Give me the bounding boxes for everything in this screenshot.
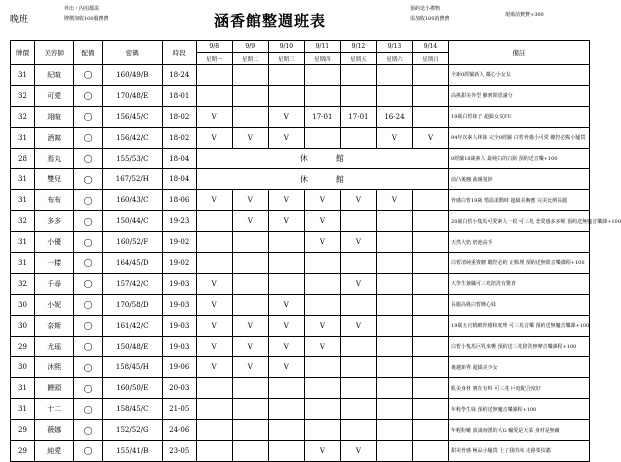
vital-cell: 158/45/H [102,357,162,378]
table-row [11,232,590,253]
closed-cell: 休 館 [196,169,448,190]
price-cell: 31 [11,378,35,399]
day-cell [376,273,412,294]
day-cell [412,315,448,336]
day-cell: V [232,315,268,336]
note-cell: 骨感白皙19歲 惜温柔動時 超緝美胸蜜 完美比例長腿 [449,190,590,211]
day-cell [340,127,376,148]
day-cell [268,273,304,294]
name-cell: 翊暄 [35,106,74,127]
day-cell [196,253,232,274]
option-cell: ◯ [74,420,102,441]
day-cell [340,85,376,106]
note-cell: 天然大奶 奶池高手 [449,232,590,253]
vital-cell: 170/58/D [102,294,162,315]
table-row [11,148,590,169]
day-cell: V [232,211,268,232]
vital-cell: 155/53/C [102,148,162,169]
name-cell: 布布 [35,190,74,211]
day-cell [412,253,448,274]
day-cell [196,420,232,441]
price-cell: 29 [11,441,35,462]
table-row [11,357,590,378]
col-header-price: 牌價 [11,41,35,65]
price-cell: 31 [11,232,35,253]
vital-cell: 160/43/C [102,190,162,211]
day-cell [340,399,376,420]
col-header-weekday: 星期一 [196,53,232,65]
vital-cell: 160/49/B [102,65,162,86]
day-cell [268,232,304,253]
day-cell: V [304,211,340,232]
time-cell: 19-23 [162,211,196,232]
price-cell: 31 [11,190,35,211]
price-cell: 29 [11,420,35,441]
day-cell [196,85,232,106]
day-cell [412,85,448,106]
price-cell: 31 [11,253,35,274]
day-cell [412,420,448,441]
day-cell: V [268,127,304,148]
option-cell: ◯ [74,294,102,315]
day-cell: V [232,190,268,211]
day-cell [196,211,232,232]
day-cell [232,106,268,127]
day-cell [268,65,304,86]
note-cell: 19歲白皙妹子 超緝女友FU [449,106,590,127]
day-cell [376,399,412,420]
day-cell: V [268,294,304,315]
day-cell [232,85,268,106]
price-cell: 31 [11,169,35,190]
col-header-vital: 密碼 [102,41,162,65]
day-cell [376,441,412,462]
note-cell: 年輕粉嫩 波濤洶湧的大G 輸愛是天菜 身材是無敵 [449,420,590,441]
day-cell: V [412,127,448,148]
day-cell [340,420,376,441]
day-cell: V [340,232,376,253]
time-cell: 18-04 [162,169,196,190]
price-cell: 32 [11,211,35,232]
option-cell: ◯ [74,441,102,462]
name-cell: 可愛 [35,85,74,106]
name-cell: 多多 [35,211,74,232]
day-cell: 17-01 [340,106,376,127]
day-cell: V [376,190,412,211]
vital-cell: 150/48/E [102,336,162,357]
note-cell: 0經驗18歲素人 最純白的白瓶 預約送音樂+100 [449,148,590,169]
time-cell: 19-02 [162,232,196,253]
time-cell: 24-06 [162,420,196,441]
col-header-weekday: 星期二 [232,53,268,65]
note-cell: 長腿高佻白皙睡心妹 [449,294,590,315]
day-cell [340,378,376,399]
day-cell [232,253,268,274]
day-cell [232,65,268,86]
name-cell: 小妮 [35,294,74,315]
price-cell: 29 [11,336,35,357]
day-cell [412,65,448,86]
day-cell: V [268,211,304,232]
option-cell: ◯ [74,273,102,294]
day-cell [304,294,340,315]
day-cell [376,211,412,232]
table-row [11,169,590,190]
header-note-right-1: 預約送小禮物 [410,6,441,12]
day-cell [304,127,340,148]
day-cell [412,211,448,232]
day-cell: V [340,273,376,294]
time-cell: 18-02 [162,106,196,127]
name-cell: 紀暄 [35,65,74,86]
col-header-date: 9/12 [340,41,376,53]
vital-cell: 157/42/C [102,273,162,294]
note-cell: 19歲五官精緻骨感和度理 可三兆音樂 預約送無魔音樂課+100 [449,315,590,336]
day-cell: V [232,336,268,357]
vital-cell: 160/52/F [102,232,162,253]
option-cell: ◯ [74,399,102,420]
day-cell: V [268,336,304,357]
day-cell: V [196,294,232,315]
time-cell: 18-01 [162,85,196,106]
day-cell [376,232,412,253]
option-cell: ◯ [74,378,102,399]
day-cell: V [304,232,340,253]
day-cell: V [304,441,340,462]
closed-cell: 休 館 [196,148,448,169]
col-header-date: 9/10 [268,41,304,53]
note-cell: 甜美骨感 極品小騷貨 上了我的床 走路要扶牆 [449,441,590,462]
time-cell: 20-03 [162,378,196,399]
day-cell [340,65,376,86]
day-cell [232,378,268,399]
time-cell: 19-03 [162,336,196,357]
day-cell [268,378,304,399]
note-cell: 白皙小隻馬巨乳來襲 預約送三兆陪洗無摩音樂課程+100 [449,336,590,357]
day-cell: V [304,315,340,336]
day-cell [376,378,412,399]
col-header-weekday: 星期六 [376,53,412,65]
day-cell: V [340,190,376,211]
col-header-date: 9/9 [232,41,268,53]
name-cell: 奈斯 [35,315,74,336]
price-cell: 31 [11,127,35,148]
day-cell: V [268,106,304,127]
vital-cell: 160/50/E [102,378,162,399]
vital-cell: 164/45/D [102,253,162,274]
name-cell: 小優 [35,232,74,253]
note-cell: 94年次素人林妹 完全0經驗 白皙骨感小可愛 聽控必點小騷貨 [449,127,590,148]
note-cell: 大學生兼職可三兆陪洗有驚喜 [449,273,590,294]
day-cell [232,232,268,253]
note-cell: 裏越新秀 超緝美少女 [449,357,590,378]
vital-cell: 170/48/E [102,85,162,106]
note-cell: 年輕學生妹 預約送無魔音樂課程+100 [449,399,590,420]
price-cell: 32 [11,273,35,294]
day-cell: V [268,315,304,336]
table-row [11,399,590,420]
day-cell [412,273,448,294]
schedule-body [11,65,621,462]
day-cell [268,253,304,274]
day-cell [376,85,412,106]
day-cell [304,65,340,86]
col-header-weekday: 星期日 [412,53,448,65]
table-row [11,336,590,357]
day-cell: V [196,273,232,294]
day-cell [376,357,412,378]
header-note-left-2: 牌價加收100服務費 [64,16,109,22]
table-row [11,65,590,86]
table-row [11,253,590,274]
note-cell: 20歲白皙小隻馬可愛素人一枚 可三兆 悲愛感多多喔 預約送無魔音樂課+100 [449,211,590,232]
option-cell: ◯ [74,336,102,357]
option-cell: ◯ [74,169,102,190]
vital-cell: 152/52/G [102,420,162,441]
day-cell [196,232,232,253]
col-header-date: 9/8 [196,41,232,53]
note-cell: 高挑甜美外型 雖實問恩滿分 [449,85,590,106]
name-cell: 千尋 [35,273,74,294]
day-cell [232,441,268,462]
col-header-date: 9/14 [412,41,448,53]
time-cell: 19-03 [162,294,196,315]
day-cell [412,378,448,399]
name-cell: 饅頭 [35,378,74,399]
day-cell: V [376,127,412,148]
col-header-option: 配備 [74,41,102,65]
col-header-weekday: 星期五 [340,53,376,65]
day-cell [268,420,304,441]
day-cell [340,357,376,378]
name-cell: 雙兒 [35,169,74,190]
day-cell [232,420,268,441]
col-header-date: 9/11 [304,41,340,53]
day-cell [304,85,340,106]
day-cell: V [196,357,232,378]
option-cell: ◯ [74,357,102,378]
day-cell [232,399,268,420]
day-cell: V [196,315,232,336]
day-cell [304,357,340,378]
day-cell [412,106,448,127]
day-cell [412,357,448,378]
day-cell [304,253,340,274]
day-cell [412,441,448,462]
day-cell [268,441,304,462]
table-row [11,315,590,336]
day-cell [376,315,412,336]
vital-cell: 155/41/B [102,441,162,462]
name-cell: 酒窩 [35,127,74,148]
table-row [11,85,590,106]
option-cell: ◯ [74,148,102,169]
day-cell [196,399,232,420]
table-row [11,378,590,399]
price-cell: 32 [11,85,35,106]
col-header-notes: 備註 [449,41,590,65]
name-cell: 純愛 [35,441,74,462]
day-cell [376,65,412,86]
time-cell: 23-05 [162,441,196,462]
day-cell: V [196,127,232,148]
table-row [11,273,590,294]
time-cell: 18-04 [162,148,196,169]
name-cell: 沐熙 [35,357,74,378]
vital-cell: 167/52/H [102,169,162,190]
day-cell [340,211,376,232]
time-cell: 21-05 [162,399,196,420]
table-row [11,190,590,211]
table-row [11,420,590,441]
price-cell: 28 [11,148,35,169]
schedule-table [10,40,621,462]
day-cell [196,65,232,86]
day-cell [340,253,376,274]
col-header-date: 9/13 [376,41,412,53]
day-cell [232,294,268,315]
page-header [0,0,600,40]
day-cell [376,336,412,357]
time-cell: 18-02 [162,127,196,148]
time-cell: 19-03 [162,315,196,336]
col-header-weekday: 星期三 [268,53,304,65]
day-cell [304,399,340,420]
day-cell [196,378,232,399]
price-cell: 30 [11,315,35,336]
time-cell: 19-02 [162,253,196,274]
day-cell: V [196,106,232,127]
option-cell: ◯ [74,232,102,253]
day-cell: V [340,441,376,462]
time-cell: 19-03 [162,273,196,294]
note-cell: 白皙清純重資糖 聽控必約 正點理 預約送無限音樂課程+100 [449,253,590,274]
option-cell: ◯ [74,85,102,106]
time-cell: 19-06 [162,357,196,378]
table-row [11,211,590,232]
day-cell [412,190,448,211]
note-cell: 全新0經驗新人 鄰心小女友 [449,65,590,86]
day-cell [268,85,304,106]
price-cell: 30 [11,294,35,315]
vital-cell: 156/42/C [102,127,162,148]
header-note-right-2: 需加收100消費費 [410,16,450,22]
day-cell [412,294,448,315]
name-cell: 薇娜 [35,420,74,441]
price-cell: 30 [11,357,35,378]
price-cell: 32 [11,106,35,127]
name-cell: 十二 [35,399,74,420]
day-cell: V [340,315,376,336]
price-cell: 31 [11,65,35,86]
price-cell: 31 [11,399,35,420]
day-cell [376,294,412,315]
name-cell: 尤瑶 [35,336,74,357]
day-cell [412,399,448,420]
day-cell: V [268,190,304,211]
note-cell: 前凸後翹 曲線曼妙 [449,169,590,190]
day-cell: V [232,357,268,378]
day-cell [268,399,304,420]
day-cell [340,336,376,357]
time-cell: 18-24 [162,65,196,86]
header-note-far-right: 現場消費費+300 [505,12,544,18]
day-cell: V [304,336,340,357]
day-cell: V [196,190,232,211]
page-title: 涵香館整週班表 [214,12,327,30]
day-cell [412,232,448,253]
day-cell: 17-01 [304,106,340,127]
vital-cell: 156/45/C [102,106,162,127]
day-cell: V [268,357,304,378]
day-cell: V [304,190,340,211]
option-cell: ◯ [74,127,102,148]
vital-cell: 158/45/C [102,399,162,420]
vital-cell: 150/44/C [102,211,162,232]
name-cell: 一樣 [35,253,74,274]
day-cell: 16-24 [376,106,412,127]
day-cell [304,420,340,441]
day-cell: V [232,127,268,148]
table-row [11,127,590,148]
day-cell [304,378,340,399]
day-cell [304,273,340,294]
day-cell [412,336,448,357]
table-row [11,106,590,127]
table-row [11,441,590,462]
vital-cell: 161/42/C [102,315,162,336]
table-row [11,294,590,315]
day-cell: V [196,336,232,357]
option-cell: ◯ [74,315,102,336]
day-cell [376,420,412,441]
day-cell [196,441,232,462]
shift-label: 晚班 [10,15,29,25]
col-header-name: 美容師 [35,41,74,65]
option-cell: ◯ [74,106,102,127]
col-header-time: 時段 [162,41,196,65]
name-cell: 焉丸 [35,148,74,169]
option-cell: ◯ [74,253,102,274]
time-cell: 18-06 [162,190,196,211]
day-cell [376,253,412,274]
option-cell: ◯ [74,211,102,232]
option-cell: ◯ [74,190,102,211]
col-header-weekday: 星期四 [304,53,340,65]
option-cell: ◯ [74,65,102,86]
header-note-left-1: 外出・內用都需 [64,6,100,12]
day-cell [340,294,376,315]
day-cell [232,273,268,294]
note-cell: 肌美身材 實在有料 可三兆 戶庭配合度好 [449,378,590,399]
